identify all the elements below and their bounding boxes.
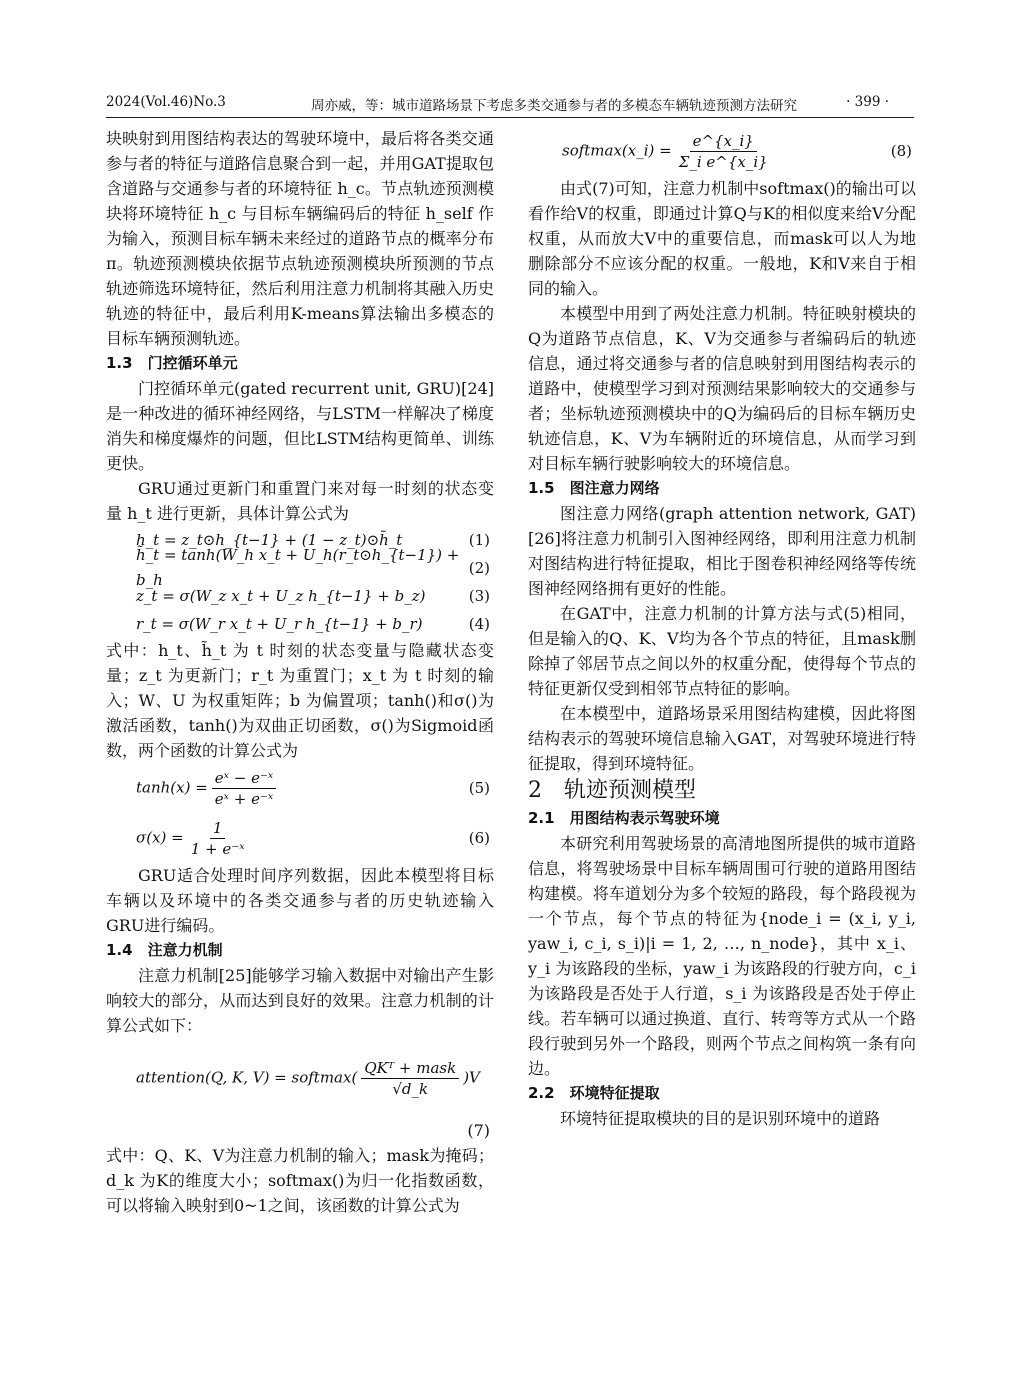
paragraph: 块映射到用图结构表达的驾驶环境中，最后将各类交通参与者的特征与道路信息聚合到一起，并用GAT提取包含道路与交通参与者的环境特征 h_c。节点轨迹预测模块将环境特征 h_c 与目标车辆编码后的特征 h_self 作为输入，预测目标车辆未来经过的道路节点的概率分布 π。轨迹预测模块依据节点轨迹预测模块所预测的节点轨迹筛选环境特征，然后利用注意力机制将其融入历史轨迹的特征中，最后利用K-means算法输出多模态的目标车辆预测轨迹。 bbox=[106, 129, 494, 348]
running-header bbox=[106, 94, 911, 116]
equation-1: h_t = z_t⊙h_{t−1} + (1 − z_t)⊙h̃_t (1) bbox=[136, 530, 490, 549]
section-heading-1-5: 1.5 图注意力网络 bbox=[528, 479, 660, 497]
equation-8: softmax(x_i) = $\frac{e\^{}\{x\_i\}}{\text{Σ\_i e\textasciicircum{}\{x\_i\}}}$ (8) bbox=[562, 131, 912, 171]
paragraph: 本模型中用到了两处注意力机制。特征映射模块的Q为道路节点信息，K、V为交通参与者编码后的轨迹信息，通过将交通参与者的信息映射到用图结构表示的道路中，使模型学习到对预测结果影响较大的交通参与者；坐标轨迹预测模块中的Q为编码后的目标车辆历史轨迹信息，K、V为车辆附近的环境信息，从而学习到对目标车辆行驶影响较大的环境信息。 bbox=[528, 304, 916, 473]
running-title: 周亦威，等：城市道路场景下考虑多类交通参与者的多模态车辆轨迹预测方法研究 bbox=[311, 98, 797, 114]
equation-7: attention(Q, K, V) = softmax( $\frac{\text{QKᵀ + mask}}{√d\_k}$ )V bbox=[136, 1058, 480, 1098]
equation-4: r_t = σ(W_r x_t + U_r h_{t−1} + b_r) (4) bbox=[136, 614, 490, 633]
section-heading-2: 2 轨迹预测模型 bbox=[528, 778, 696, 803]
paragraph: 注意力机制[25]能够学习输入数据中对输出产生影响较大的部分，从而达到良好的效果。注意力机制的计算公式如下： bbox=[106, 966, 494, 1035]
paragraph: 在本模型中，道路场景采用图结构建模，因此将图结构表示的驾驶环境信息输入GAT，对驾驶环境进行特征提取，得到环境特征。 bbox=[528, 704, 916, 773]
equation-7-number: (7) bbox=[467, 1121, 490, 1140]
paragraph: 式中：Q、K、V为注意力机制的输入；mask为掩码；d_k 为K的维度大小；softmax()为归一化指数函数，可以将输入映射到0~1之间，该函数的计算公式为 bbox=[106, 1146, 494, 1215]
journal-issue: 2024(Vol.46)No.3 bbox=[106, 94, 226, 110]
paragraph: 由式(7)可知，注意力机制中softmax()的输出可以看作给V的权重，即通过计算Q与K的相似度来给V分配权重，从而放大V中的重要信息，而mask可以人为地删除部分不应该分配的权重。一般地，K和V来自于相同的输入。 bbox=[528, 179, 916, 298]
paragraph: GRU适合处理时间序列数据，因此本模型将目标车辆以及环境中的各类交通参与者的历史轨迹输入GRU进行编码。 bbox=[106, 866, 494, 935]
section-heading-1-4: 1.4 注意力机制 bbox=[106, 941, 223, 959]
header-rule bbox=[106, 117, 914, 118]
equation-5: tanh(x) = $\frac{\text{eˣ − e⁻ˣ}}{\text{eˣ + e⁻ˣ}}$ (5) bbox=[136, 768, 490, 808]
paragraph: GRU通过更新门和重置门来对每一时刻的状态变量 h_t 进行更新，具体计算公式为 bbox=[106, 479, 494, 523]
left-column bbox=[106, 126, 494, 1218]
page-number: · 399 · bbox=[846, 94, 889, 110]
equation-2: h̃_t = tanh(W_h x_t + U_h(r_t⊙h_{t−1}) + b_h (2) bbox=[136, 546, 490, 589]
equation-6: σ(x) = $\frac{1}{\text{1 + e⁻ˣ}}$ (6) bbox=[136, 818, 490, 858]
paragraph: 环境特征提取模块的目的是识别环境中的道路 bbox=[560, 1109, 881, 1128]
equation-3: z_t = σ(W_z x_t + U_z h_{t−1} + b_z) (3) bbox=[136, 586, 490, 605]
paragraph: 本研究利用驾驶场景的高清地图所提供的城市道路信息，将驾驶场景中目标车辆周围可行驶的道路用图结构建模。将车道划分为多个较短的路段，每个路段视为一个节点，每个节点的特征为{node_i = (x_i, y_i, yaw_i, c_i, s_i)|i = 1, 2, …, n_node}，其中 x_i、y_i 为该路段的坐标，yaw_i 为该路段的行驶方向，c_i 为该路段是否处于人行道，s_i 为该路段是否处于停止线。若车辆可以通过换道、直行、转弯等方式从一个路段行驶到另外一个路段，则两个节点之间构筑一条有向边。 bbox=[528, 834, 916, 1078]
right-column bbox=[528, 126, 916, 1131]
section-heading-2-1: 2.1 用图结构表示驾驶环境 bbox=[528, 809, 720, 827]
paragraph: 门控循环单元(gated recurrent unit, GRU)[24]是一种改进的循环神经网络，与LSTM一样解决了梯度消失和梯度爆炸的问题，但比LSTM结构更简单、训练更快。 bbox=[106, 379, 494, 473]
paragraph: 式中：h_t、h̃_t 为 t 时刻的状态变量与隐藏状态变量；z_t 为更新门；r_t 为重置门；x_t 为 t 时刻的输入；W、U 为权重矩阵；b 为偏置项；tanh()和σ()为激活函数，tanh()为双曲正切函数，σ()为Sigmoid函数，两个函数的计算公式为 bbox=[106, 641, 494, 760]
section-heading-1-3: 1.3 门控循环单元 bbox=[106, 354, 238, 372]
paragraph: 图注意力网络(graph attention network, GAT)[26]将注意力机制引入图神经网络，即利用注意力机制对图结构进行特征提取，相比于图卷积神经网络等传统图神经网络拥有更好的性能。 bbox=[528, 504, 916, 598]
paragraph: 在GAT中，注意力机制的计算方法与式(5)相同，但是输入的Q、K、V均为各个节点的特征，且mask删除掉了邻居节点之间以外的权重分配，使得每个节点的特征更新仅受到相邻节点特征的影响。 bbox=[528, 604, 916, 698]
section-heading-2-2: 2.2 环境特征提取 bbox=[528, 1084, 660, 1102]
